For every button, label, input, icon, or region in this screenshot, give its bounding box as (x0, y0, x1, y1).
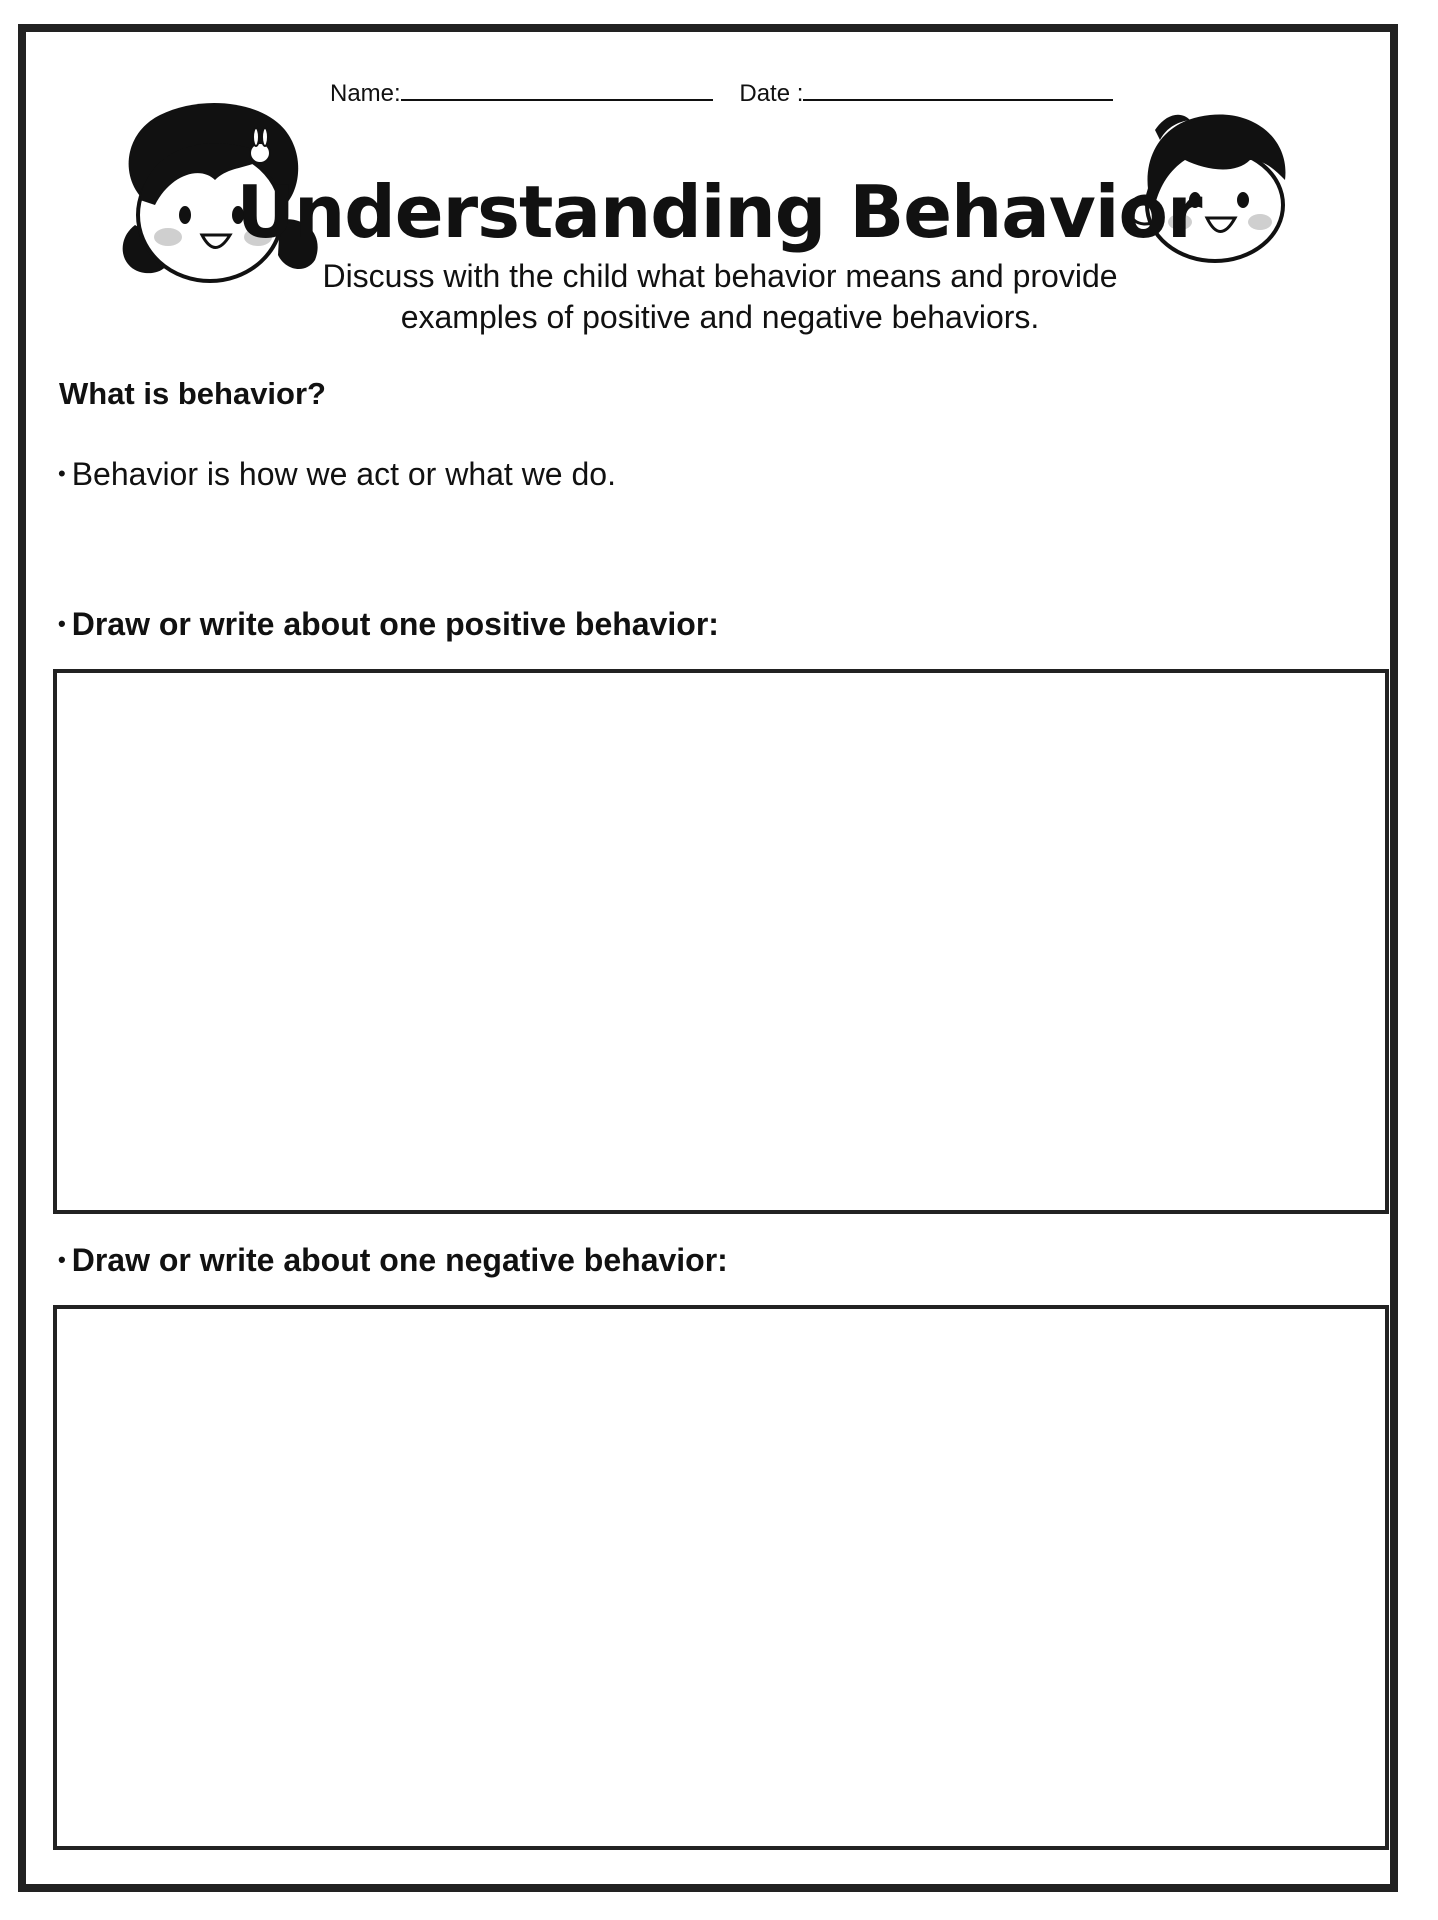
negative-behavior-box[interactable] (53, 1305, 1389, 1850)
bullet-icon: • (58, 611, 66, 636)
bullet-icon: • (58, 1247, 66, 1272)
page-title: Understanding Behavior (236, 170, 1202, 254)
negative-prompt-text: Draw or write about one negative behavior: (71, 1242, 728, 1278)
positive-behavior-box[interactable] (53, 669, 1389, 1214)
positive-prompt-text: Draw or write about one positive behavior: (71, 606, 719, 642)
definition-text: Behavior is how we act or what we do. (71, 456, 616, 492)
name-date-row (330, 80, 1113, 108)
date-label: Date : (739, 80, 804, 107)
behavior-definition (58, 456, 616, 493)
page-subtitle: Discuss with the child what behavior means and provide examples of positive and negative behaviors. (322, 258, 1118, 335)
positive-prompt (58, 606, 719, 643)
bullet-icon: • (58, 461, 66, 486)
name-field[interactable] (401, 81, 713, 101)
name-label: Name: (330, 80, 401, 107)
date-field[interactable] (803, 81, 1113, 101)
negative-prompt (58, 1242, 728, 1279)
section-heading: What is behavior? (59, 376, 326, 411)
